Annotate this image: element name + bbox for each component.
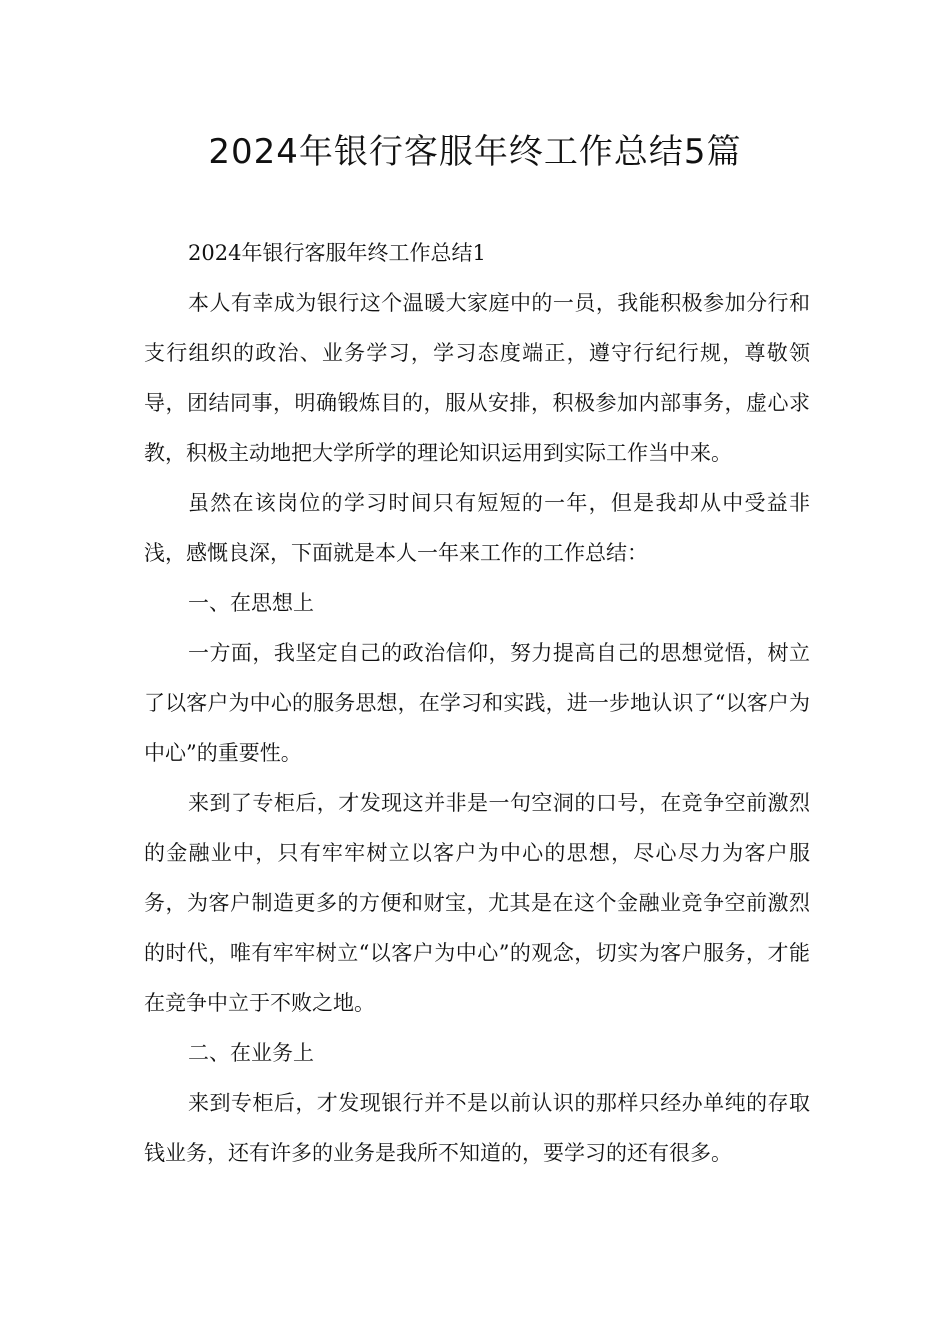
section-heading: 一、在思想上 — [188, 591, 314, 615]
document-body — [144, 228, 810, 1178]
body-paragraph: 来到了专柜后，才发现这并非是一句空洞的口号，在竞争空前激烈的金融业中，只有牢牢树立以客户为中心的思想，尽心尽力为客户服务，为客户制造更多的方便和财宝，尤其是在这个金融业竞争空前激烈的时代，唯有牢牢树立“以客户为中心”的观念，切实为客户服务，才能在竞争中立于不败之地。 — [144, 791, 810, 1015]
body-paragraph: 虽然在该岗位的学习时间只有短短的一年，但是我却从中受益非浅，感慨良深，下面就是本人一年来工作的工作总结： — [144, 491, 810, 565]
section-heading: 2024年银行客服年终工作总结1 — [188, 241, 486, 265]
body-paragraph: 来到专柜后，才发现银行并不是以前认识的那样只经办单纯的存取钱业务，还有许多的业务是我所不知道的，要学习的还有很多。 — [144, 1091, 810, 1165]
section-heading: 二、在业务上 — [188, 1041, 314, 1065]
body-paragraph: 本人有幸成为银行这个温暖大家庭中的一员，我能积极参加分行和支行组织的政治、业务学习，学习态度端正，遵守行纪行规，尊敬领导，团结同事，明确锻炼目的，服从安排，积极参加内部事务，虚心求教，积极主动地把大学所学的理论知识运用到实际工作当中来。 — [144, 291, 810, 465]
body-paragraph: 一方面，我坚定自己的政治信仰，努力提高自己的思想觉悟，树立了以客户为中心的服务思想，在学习和实践，进一步地认识了“以客户为中心”的重要性。 — [144, 641, 810, 765]
document-title: 2024年银行客服年终工作总结5篇 — [208, 132, 742, 172]
